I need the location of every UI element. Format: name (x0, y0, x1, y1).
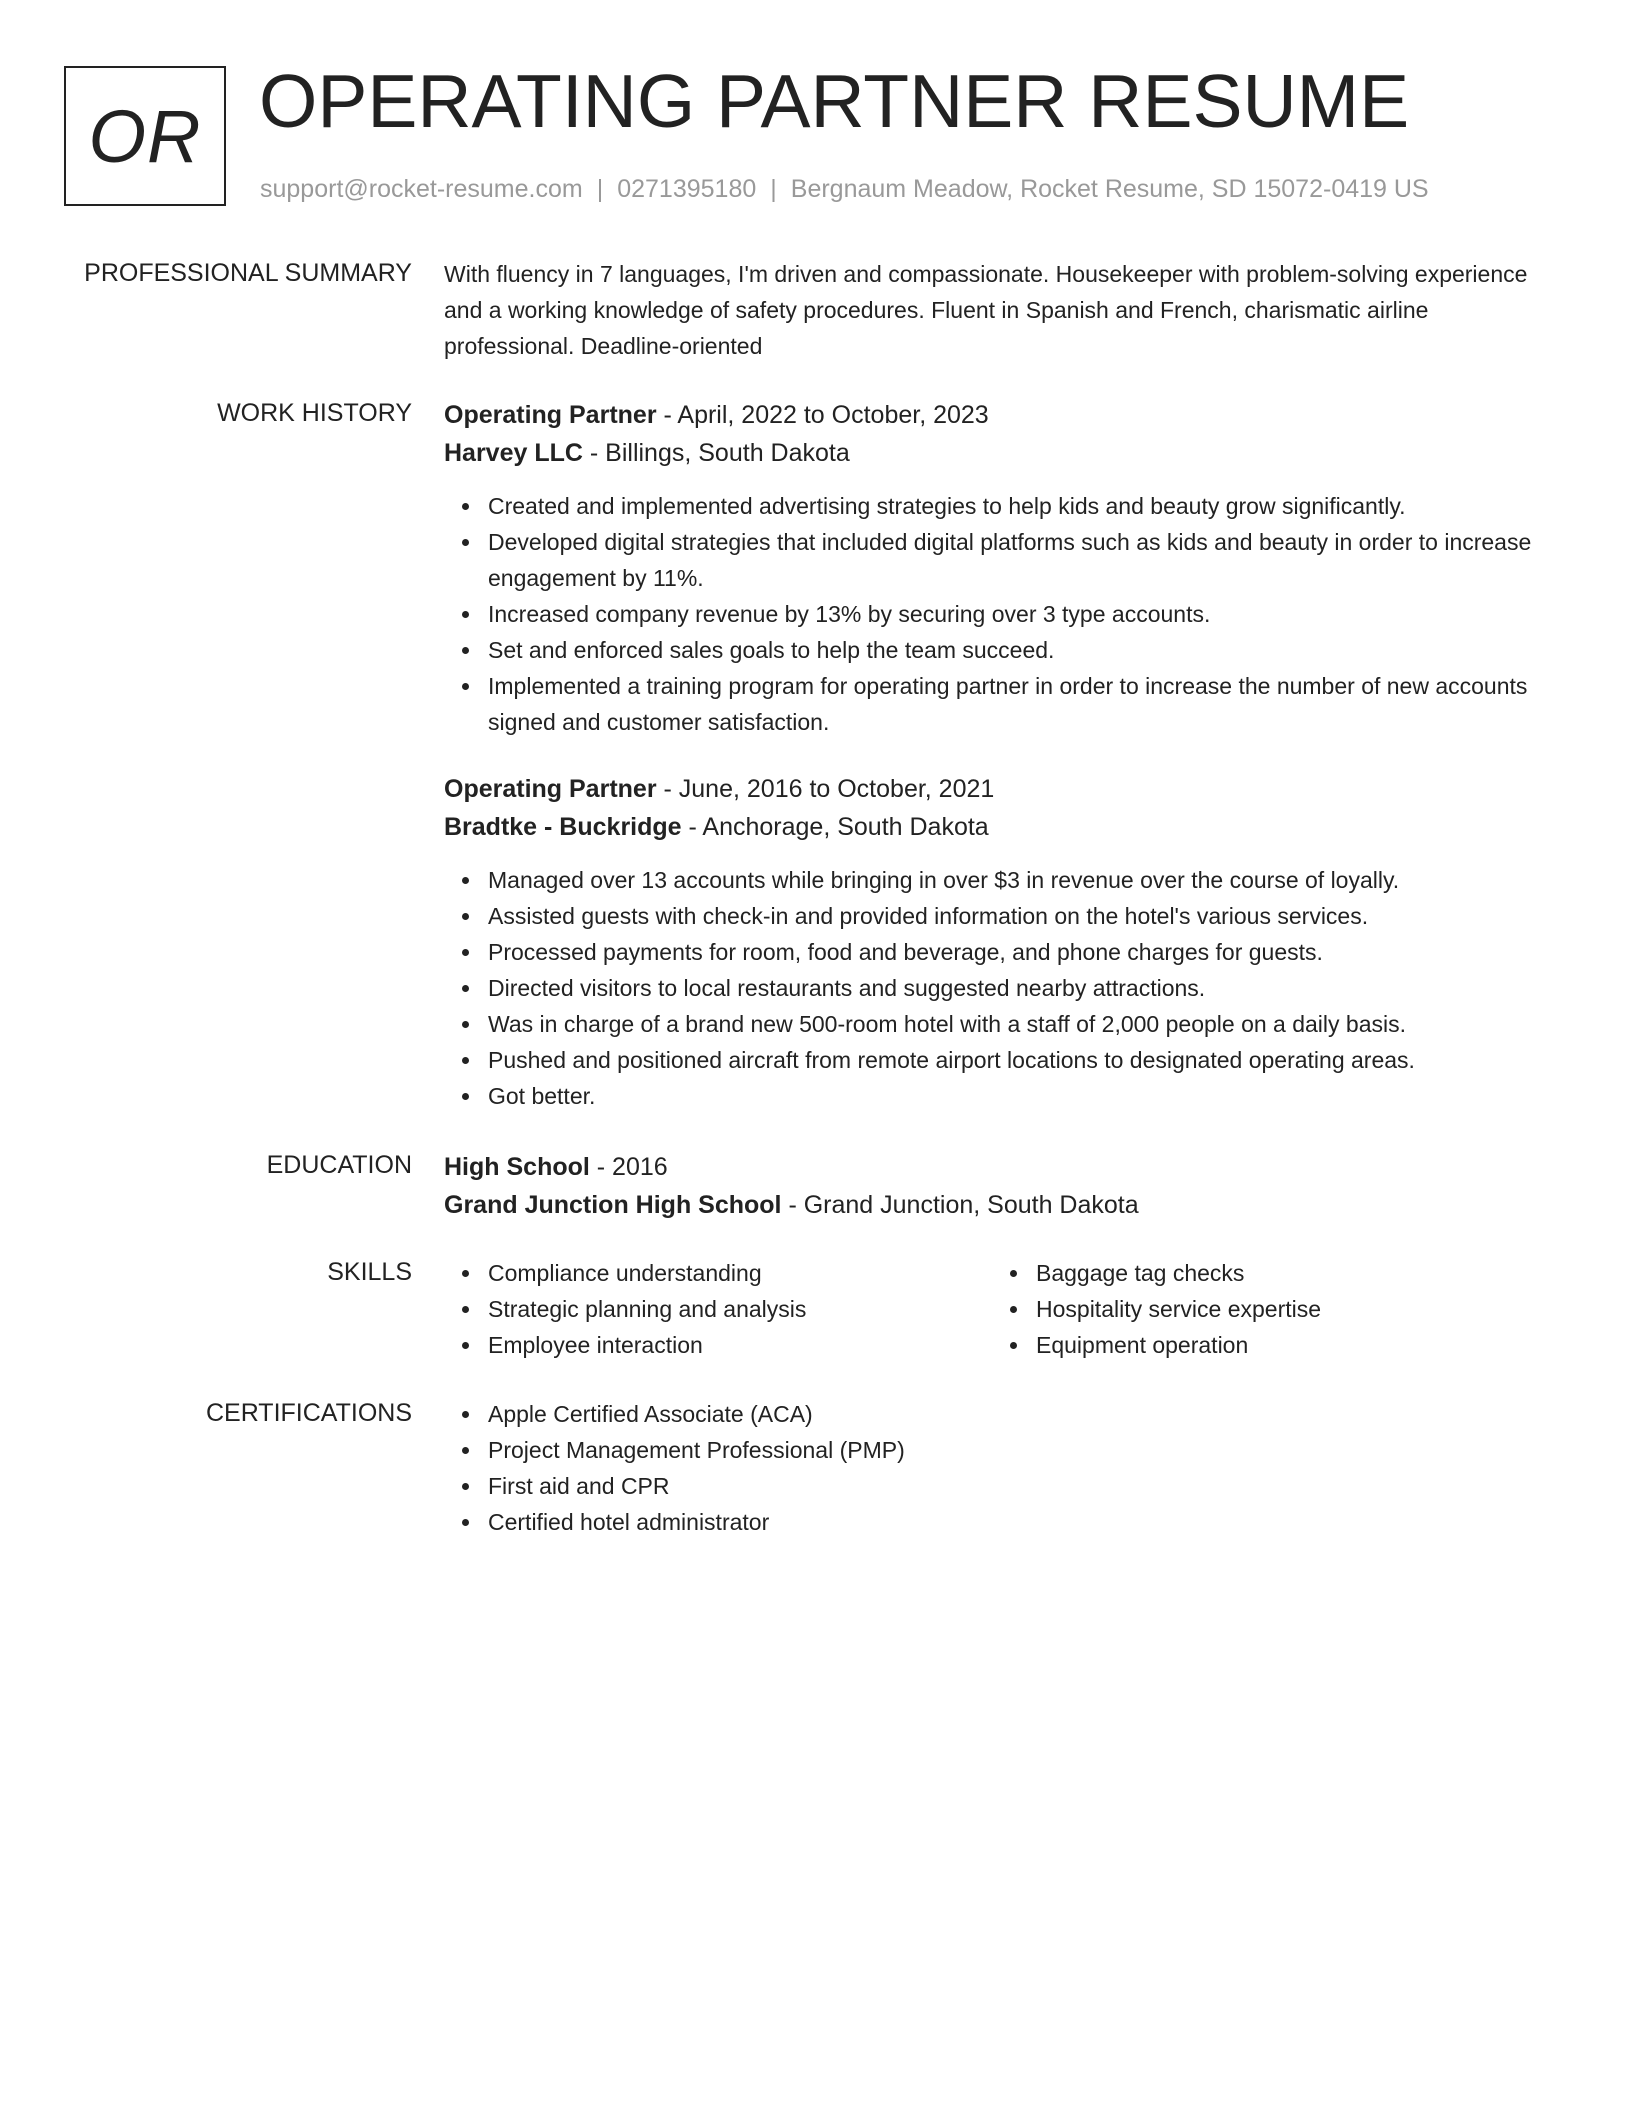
job-entry (444, 770, 1564, 1114)
job-bullet: Directed visitors to local restaurants and suggested nearby attractions. (488, 970, 1564, 1006)
job-bullets (444, 488, 1564, 740)
monogram-text: OR (88, 94, 202, 178)
job-dates: - April, 2022 to October, 2023 (656, 401, 989, 429)
certification-item: Apple Certified Associate (ACA) (488, 1396, 1564, 1432)
job-title-line (444, 396, 1564, 434)
work-history-heading: WORK HISTORY (217, 399, 412, 427)
job-bullet: Managed over 13 accounts while bringing in over $3 in revenue over the course of loyally. (488, 862, 1564, 898)
job-bullet: Assisted guests with check-in and provided information on the hotel's various services. (488, 898, 1564, 934)
job-bullet: Got better. (488, 1078, 1564, 1114)
contact-separator: | (770, 175, 777, 203)
education-location: - Grand Junction, South Dakota (781, 1191, 1139, 1219)
contact-address: Bergnaum Meadow, Rocket Resume, SD 15072-0419 US (790, 175, 1429, 203)
job-dates: - June, 2016 to October, 2021 (656, 775, 995, 803)
job-bullets (444, 862, 1564, 1114)
contact-phone: 0271395180 (617, 175, 757, 203)
job-entry (444, 396, 1564, 740)
job-bullet: Pushed and positioned aircraft from remote airport locations to designated operating areas. (488, 1042, 1564, 1078)
job-bullet: Increased company revenue by 13% by securing over 3 type accounts. (488, 596, 1564, 632)
job-bullet: Developed digital strategies that included digital platforms such as kids and beauty in order to increase engagement by 11%. (488, 524, 1564, 596)
job-company-line (444, 808, 1564, 846)
job-bullet: Set and enforced sales goals to help the team succeed. (488, 632, 1564, 668)
skill-item: Baggage tag checks (1036, 1255, 1540, 1291)
job-bullet: Was in charge of a brand new 500-room hotel with a staff of 2,000 people on a daily basis. (488, 1006, 1564, 1042)
certification-item: Certified hotel administrator (488, 1504, 1564, 1540)
education-school-line (444, 1186, 1564, 1224)
skills-grid (444, 1255, 1564, 1363)
skill-item: Strategic planning and analysis (488, 1291, 992, 1327)
skills-list (444, 1255, 992, 1363)
job-bullet: Created and implemented advertising strategies to help kids and beauty grow significantly. (488, 488, 1564, 524)
skills-column-left (444, 1255, 992, 1363)
education-school: Grand Junction High School (444, 1191, 782, 1219)
education-year: - 2016 (589, 1153, 668, 1181)
job-title-line (444, 770, 1564, 808)
job-bullet: Processed payments for room, food and beverage, and phone charges for guests. (488, 934, 1564, 970)
monogram-box (64, 66, 226, 206)
education-degree: High School (444, 1153, 590, 1181)
skill-item: Employee interaction (488, 1327, 992, 1363)
certifications-heading: CERTIFICATIONS (205, 1399, 412, 1427)
summary-text: With fluency in 7 languages, I'm driven and compassionate. Housekeeper with problem-solving experience and a working knowledge of safety procedures. Fluent in Spanish and French, charismatic airline professional. Deadline-oriented (444, 261, 1528, 359)
job-title: Operating Partner (444, 775, 657, 803)
education-degree-line (444, 1148, 1564, 1186)
skill-item: Compliance understanding (488, 1255, 992, 1291)
summary-heading: PROFESSIONAL SUMMARY (84, 259, 412, 287)
skill-item: Equipment operation (1036, 1327, 1540, 1363)
skills-list (992, 1255, 1540, 1363)
job-company-line (444, 434, 1564, 472)
job-location: - Anchorage, South Dakota (681, 813, 989, 841)
job-company: Harvey LLC (444, 439, 583, 467)
skill-item: Hospitality service expertise (1036, 1291, 1540, 1327)
job-company: Bradtke - Buckridge (444, 813, 682, 841)
contact-separator: | (596, 175, 604, 203)
certification-item: Project Management Professional (PMP) (488, 1432, 1564, 1468)
certifications-list (444, 1396, 1564, 1540)
resume-title: OPERATING PARTNER RESUME (259, 59, 1410, 143)
skills-column-right (992, 1255, 1540, 1363)
contact-line (260, 173, 1429, 205)
certification-item: First aid and CPR (488, 1468, 1564, 1504)
contact-email: support@rocket-resume.com (260, 175, 583, 203)
job-location: - Billings, South Dakota (582, 439, 850, 467)
skills-heading: SKILLS (327, 1258, 412, 1286)
education-heading: EDUCATION (266, 1151, 412, 1179)
job-title: Operating Partner (444, 401, 657, 429)
job-bullet: Implemented a training program for operating partner in order to increase the number of new accounts signed and customer satisfaction. (488, 668, 1564, 740)
